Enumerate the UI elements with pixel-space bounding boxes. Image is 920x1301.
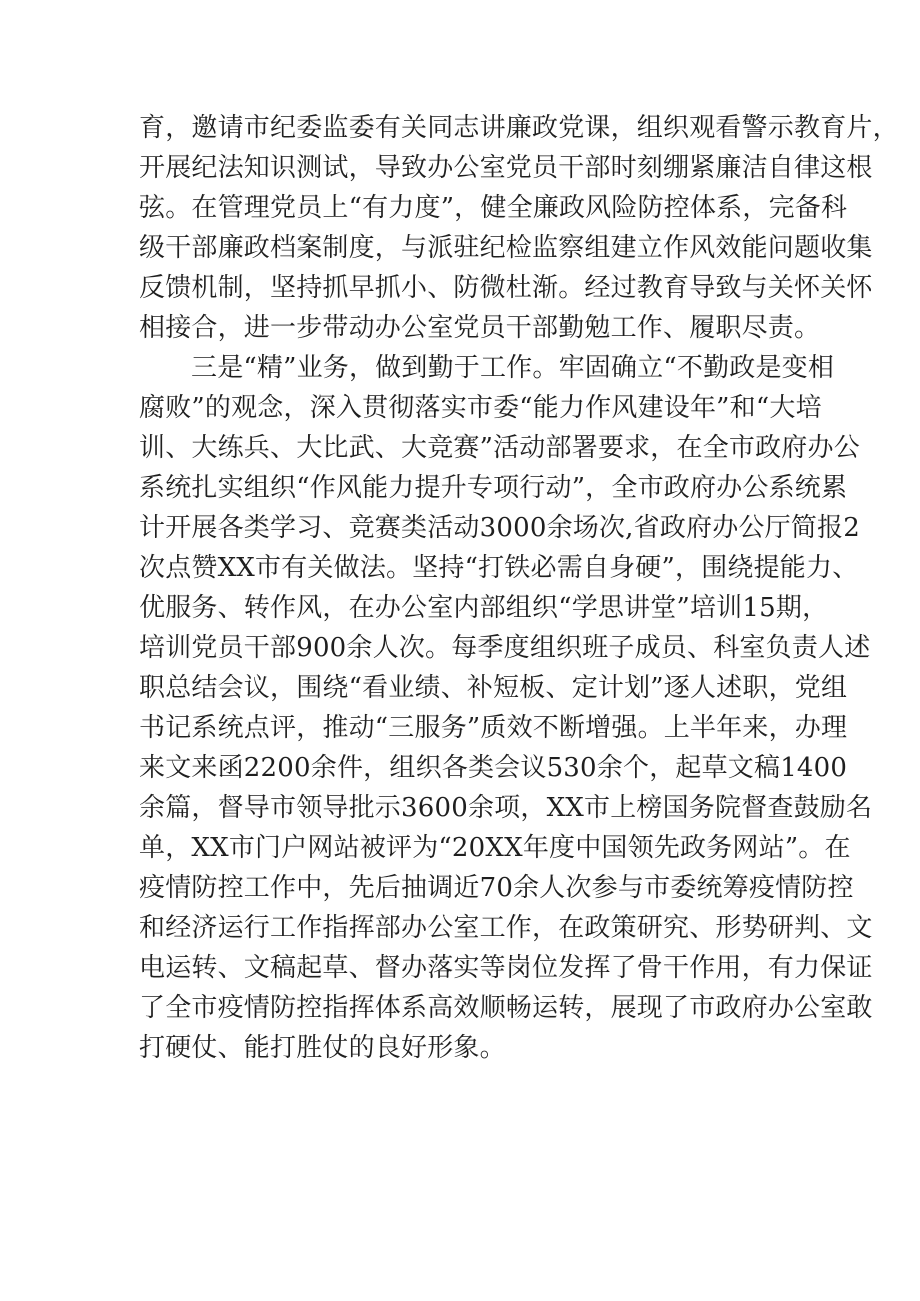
paragraph-line: 训、大练兵、大比武、大竞赛”活动部署要求，在全市政府办公 [139, 433, 860, 463]
paragraph-line: 开展纪法知识测试，导致办公室党员干部时刻绷紧廉洁自律这根 [139, 153, 873, 183]
paragraph-line: 了全市疫情防控指挥体系高效顺畅运转，展现了市政府办公室敢 [139, 993, 873, 1023]
paragraph-line: 系统扎实组织“作风能力提升专项行动”，全市政府办公系统累 [139, 473, 848, 503]
paragraph-line: 相接合，进一步带动办公室党员干部勤勉工作、履职尽责。 [139, 313, 821, 343]
paragraph-line: 书记系统点评，推动“三服务”质效不断增强。上半年来，办理 [139, 713, 848, 743]
paragraph-line: 计开展各类学习、竞赛类活动3000余场次,省政府办公厅简报2 [139, 513, 860, 543]
paragraph-line: 弦。在管理党员上“有力度”，健全廉政风险防控体系，完备科 [139, 193, 848, 223]
paragraph-line: 腐败”的观念，深入贯彻落实市委“能力作风建设年”和“大培 [139, 393, 822, 423]
paragraph-line: 级干部廉政档案制度，与派驻纪检监察组建立作风效能问题收集 [139, 233, 873, 263]
paragraph-line: 单，XX市门户网站被评为“20XX年度中国领先政务网站”。在 [139, 833, 851, 863]
paragraph-line: 培训党员干部900余人次。每季度组织班子成员、科室负责人述 [139, 633, 871, 663]
paragraph-line: 打硬仗、能打胜仗的良好形象。 [139, 1033, 506, 1063]
paragraph-line: 三是“精”业务，做到勤于工作。牢固确立“不勤政是变相 [191, 353, 835, 383]
paragraph-1 [139, 108, 899, 348]
paragraph-line: 来文来函2200余件，组织各类会议530余个，起草文稿1400 [139, 753, 848, 783]
paragraph-line: 次点赞XX市有关做法。坚持“打铁必需自身硬”，围绕提能力、 [139, 553, 859, 583]
paragraph-2 [139, 348, 873, 1068]
paragraph-line: 育，邀请市纪委监委有关同志讲廉政党课，组织观看警示教育片， [139, 113, 899, 143]
paragraph-line: 反馈机制，坚持抓早抓小、防微杜渐。经过教育导致与关怀关怀 [139, 273, 873, 303]
paragraph-line: 疫情防控工作中，先后抽调近70余人次参与市委统筹疫情防控 [139, 873, 854, 903]
paragraph-line: 电运转、文稿起草、督办落实等岗位发挥了骨干作用，有力保证 [139, 953, 873, 983]
paragraph-line: 余篇，督导市领导批示3600余项，XX市上榜国务院督查鼓励名 [139, 793, 873, 823]
document-body [139, 108, 899, 1068]
paragraph-line: 优服务、转作风，在办公室内部组织“学思讲堂”培训15期， [139, 593, 829, 623]
paragraph-line: 职总结会议，围绕“看业绩、补短板、定计划”逐人述职，党组 [139, 673, 848, 703]
paragraph-line: 和经济运行工作指挥部办公室工作，在政策研究、形势研判、文 [139, 913, 873, 943]
